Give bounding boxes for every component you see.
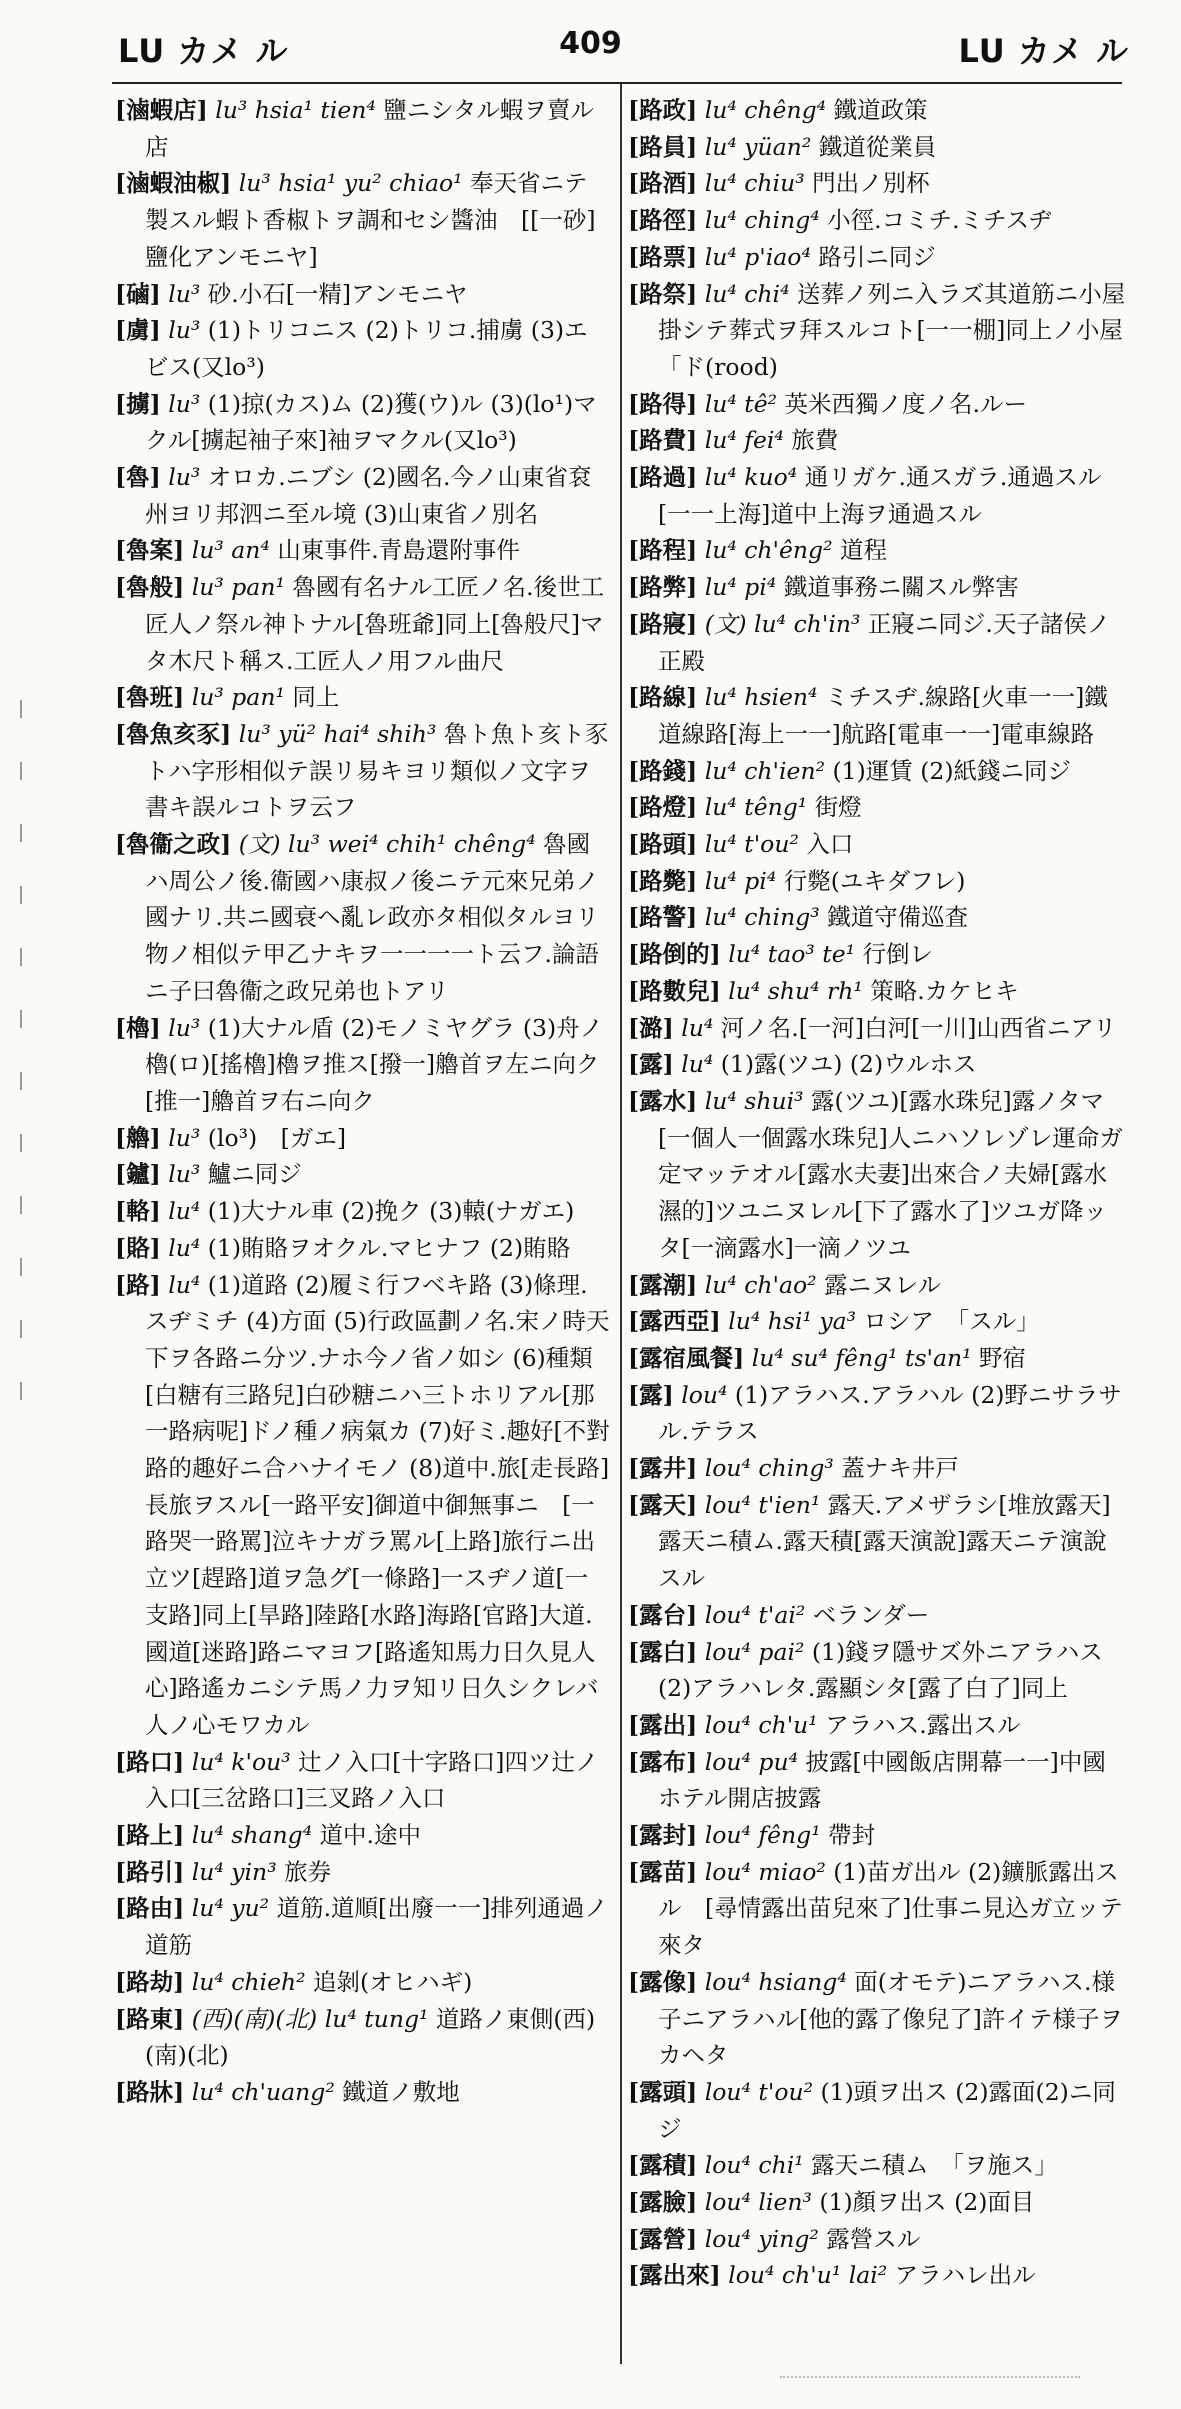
dictionary-entry [115,1744,610,1817]
dictionary-entry [115,2001,610,2074]
entry-definition: (1)顏ヲ出ス (2)面目 [819,2188,1035,2217]
entry-headword: [路政] [628,96,698,124]
entry-romanization: lu⁴ su⁴ fêng¹ ts'an¹ [744,1343,980,1372]
header-rule [112,82,1122,84]
entry-definition: アラハレ出ル [894,2261,1036,2290]
entry-romanization: lu⁴ [160,1197,208,1226]
entry-romanization: lou⁴ miao² [697,1857,834,1886]
dictionary-entry [628,459,1128,532]
entry-romanization: lou⁴ t'ou² [697,2077,821,2106]
entry-romanization: lu⁴ [673,1013,721,1042]
entry-romanization: lu⁴ [160,1233,208,1262]
dictionary-entry [115,679,610,716]
entry-definition: 露天ニ積ム 「ヲ施ス」 [811,2151,1058,2180]
entry-headword: [路牀] [115,2077,185,2106]
dictionary-entry [115,312,610,385]
entry-headword: [路寢] [628,609,698,638]
entry-definition: (1)頭ヲ出ス (2)露面(2)ニ同ジ [658,2077,1116,2143]
entry-definition: 鐵道政策 [833,96,928,124]
entry-definition: (1)道路 (2)履ミ行フベキ路 (3)條理.スヂミチ (4)方面 (5)行政區劃ノ名.宋ノ時天下ヲ各路ニ分ツ.ナホ今ノ省ノ如シ (6)種類[白糖有三路兒]白砂糖ニハ三トホリアル[那一路病呢]ドノ種ノ病氣カ (7)好ミ.趣好[不對路的趣好ニ合ハナイモノ (8)道中.旅[走長路]長旅ヲスル[一路平安]御道中御無事ニ [一路哭一路罵]泣キナガラ罵ル[上路]旅行ニ出立ツ[趕路]道ヲ急グ[一條路]一スヂノ道[一支路]同上[旱路]陸路[水路]海路[官路]大道.國道[迷路]路ニマヨフ[路遙知馬力日久見人心]路遙カニシテ馬ノ力ヲ知リ日久シクレバ人ノ心モワカル [145,1270,610,1739]
entry-definition: 露(ツユ)[露水珠兒]露ノタマ[一個人一個露水珠兒]人ニハソレゾレ運命ガ定マッテオル[露水夫妻]出來合ノ夫婦[露水濕的]ツユニヌレル[下了露水了]ツユガ降ッタ[一滴露水]一滴ノツユ [658,1086,1123,1262]
dictionary-entry [115,2074,610,2111]
entry-definition: 通リガケ.通スガラ.通過スル[一一上海]道中上海ヲ通過スル [658,463,1102,528]
entry-romanization: lu⁴ chi⁴ [697,279,797,308]
entry-headword: [虜] [115,316,161,345]
entry-definition: 門出ノ別杯 [812,169,930,198]
dictionary-entry [628,1267,1128,1304]
entry-definition: 正寢ニ同ジ.天子諸侯ノ正殿 [658,609,1111,675]
dictionary-entry [115,826,610,1010]
entry-romanization: lou⁴ lien³ [697,2188,820,2217]
entry-definition: ロシア 「スル」 [863,1307,1040,1336]
footer-smudge [780,2360,1080,2378]
dictionary-entry [628,2074,1128,2147]
entry-headword: [路倒的] [628,940,721,969]
entry-headword: [路線] [628,683,698,712]
dictionary-entry [628,2221,1128,2258]
dictionary-entry [628,1854,1128,1964]
entry-definition: 行倒レ [862,940,933,969]
entry-romanization: lu⁴ p'iao⁴ [697,242,819,271]
entry-romanization: lu⁴ ching⁴ [697,206,828,235]
entry-romanization: lu⁴ shui³ [697,1086,811,1115]
entry-romanization: lou⁴ fêng¹ [697,1821,829,1850]
entry-headword: [露封] [628,1821,698,1850]
entry-romanization: lu⁴ shu⁴ rh¹ [720,976,871,1005]
dictionary-entry [628,1487,1128,1597]
entry-definition: (lo³) [ガエ] [207,1123,347,1152]
entry-definition: 同上 [292,683,340,712]
entry-headword: [露西亞] [628,1307,721,1336]
entry-definition: 策略.カケヒキ [870,976,1019,1005]
dictionary-entry [115,1267,610,1744]
dictionary-entry [628,422,1128,459]
entry-headword: [鑪] [115,1160,161,1189]
entry-romanization: lu⁴ ch'ao² [697,1270,825,1299]
entry-headword: [露出] [628,1710,698,1739]
entry-romanization: (西)(南)(北) lu⁴ tung¹ [184,2004,436,2033]
entry-headword: [滷蝦店] [115,96,208,124]
entry-romanization: lu³ [160,463,208,492]
entry-romanization: lu⁴ [160,1270,208,1299]
entry-definition: 街燈 [814,793,862,822]
entry-headword: [魯] [115,463,161,492]
dictionary-entry [628,92,1128,129]
entry-headword: [路東] [115,2004,185,2033]
entry-romanization: (文) lu³ wei⁴ chih¹ chêng⁴ [231,830,544,859]
entry-romanization: lu⁴ kuo⁴ [697,463,805,492]
dictionary-entry [628,2184,1128,2221]
dictionary-entry [115,569,610,679]
entry-romanization: lu⁴ [673,1050,721,1079]
entry-definition: 魯ト魚ト亥ト豕トハ字形相似テ誤リ易キヨリ類似ノ文字ヲ書キ誤ルコトヲ云フ [145,719,609,822]
entry-definition: 道筋.道順[出廢一一]排列通過ノ道筋 [145,1894,608,1960]
entry-romanization: (文) lu⁴ ch'in³ [697,609,868,638]
entry-romanization: lu³ hsia¹ yu² chiao¹ [231,169,471,198]
entry-headword: [路] [115,1270,161,1299]
dictionary-entry [628,1744,1128,1817]
entry-definition: 辻ノ入口[十字路口]四ツ辻ノ入口[三岔路口]三叉路ノ入口 [145,1747,599,1813]
dictionary-entry [628,1450,1128,1487]
dictionary-entry [115,92,610,165]
entry-definition: (1)賄賂ヲオクル.マヒナフ (2)賄賂 [207,1233,571,1262]
entry-definition: 鱸ニ同ジ [207,1160,302,1189]
entry-headword: [露布] [628,1747,698,1776]
dictionary-entry [628,973,1128,1010]
dictionary-entry [628,129,1128,166]
entry-headword: [魯魚亥豕] [115,719,232,748]
entry-definition: 魯國ハ周公ノ後.衞國ハ康叔ノ後ニテ元來兄弟ノ國ナリ.共ニ國衰ヘ亂レ政亦タ相似タルヨリ物ノ相似テ甲乙ナキヲ一一一一ト云フ.論語ニ子曰魯衞之政兄弟也トアリ [145,830,599,1005]
entry-headword: [路程] [628,536,698,565]
entry-headword: [魯般] [115,573,185,602]
entry-romanization: lu⁴ t'ou² [697,830,807,859]
entry-headword: [艪] [115,1123,161,1152]
entry-headword: [露營] [628,2224,698,2253]
entry-romanization: lou⁴ ying² [697,2224,827,2253]
entry-romanization: lu⁴ ch'uang² [184,2077,343,2106]
entry-headword: [路口] [115,1747,185,1776]
dictionary-entry [115,1230,610,1267]
entry-definition: ミチスヂ.線路[火車一一]鐵道線路[海上一一]航路[電車一一]電車線路 [658,683,1108,748]
dictionary-entry [628,1010,1128,1047]
dictionary-entry [115,1964,610,2001]
entry-headword: [露] [628,1380,674,1409]
entry-definition: 魯國有名ナル工匠ノ名.後世工匠人ノ祭ル神トナル[魯班爺]同上[魯般尺]マタ木尺ト稱ス.工匠人ノ用フル曲尺 [145,573,605,675]
entry-headword: [露出來] [628,2261,721,2290]
entry-romanization: lou⁴ t'ien¹ [697,1490,828,1519]
entry-romanization: lu³ yü² hai⁴ shih³ [231,719,444,748]
entry-romanization: lu⁴ ching³ [697,903,828,932]
entry-romanization: lu⁴ chêng⁴ [697,96,834,124]
entry-headword: [路費] [628,426,698,455]
dictionary-entry [628,1046,1128,1083]
entry-romanization: lu⁴ yüan² [697,132,819,161]
page-number: 409 [559,26,622,61]
entry-romanization: lu⁴ shang⁴ [184,1821,320,1850]
dictionary-entry [628,936,1128,973]
entry-romanization: lu³ [160,1160,208,1189]
dictionary-entry [115,1817,610,1854]
dictionary-entry [628,1377,1128,1450]
entry-definition: 蓋ナキ井戸 [841,1454,959,1483]
entry-romanization: lu³ an⁴ [184,536,278,565]
entry-headword: [路弊] [628,573,698,602]
entry-definition: 帶封 [828,1821,876,1850]
entry-headword: [魯衞之政] [115,830,232,859]
dictionary-entry [628,2257,1128,2294]
running-head-right: LU カメ ル [958,32,1129,70]
entry-romanization: lu³ [160,1123,208,1152]
entry-headword: [露水] [628,1086,698,1115]
entry-definition: 道中.途中 [319,1821,422,1850]
dictionary-entry [115,1193,610,1230]
entry-romanization: lou⁴ pai² [697,1637,812,1666]
entry-headword: [路斃] [628,866,698,895]
entry-definition: (1)錢ヲ隱サズ外ニアラハス (2)アラハレタ.露顯シタ[露了白了]同上 [658,1637,1103,1703]
entry-headword: [路燈] [628,793,698,822]
entry-headword: [路警] [628,903,698,932]
entry-definition: 露天.アメザラシ[堆放露天]露天ニ積ム.露天積[露天演說]露天ニテ演說スル [658,1490,1111,1593]
entry-headword: [露臉] [628,2188,698,2217]
entry-romanization: lu⁴ fei⁴ [697,426,792,455]
entry-definition: 鐵道事務ニ關スル弊害 [783,573,1019,602]
entry-headword: [輅] [115,1197,161,1226]
entry-headword: [路酒] [628,169,698,198]
dictionary-entry [628,569,1128,606]
entry-definition: 旅券 [284,1857,332,1886]
entry-definition: 露營スル [826,2224,921,2253]
entry-headword: [潞] [628,1013,674,1042]
entry-headword: [露天] [628,1490,698,1519]
dictionary-entry [628,2147,1128,2184]
entry-definition: 旅費 [791,426,839,455]
page-header [0,20,1181,80]
dictionary-entry [628,899,1128,936]
entry-headword: [路得] [628,389,698,418]
entry-definition: 追剝(オヒハギ) [313,1967,473,1996]
dictionary-entry [628,826,1128,863]
entry-romanization: lu⁴ tê² [697,389,785,418]
entry-headword: [路過] [628,463,698,492]
entry-headword: [露宿風餐] [628,1343,745,1372]
dictionary-entry [628,1707,1128,1744]
entry-headword: [路上] [115,1821,185,1850]
dictionary-entry [628,1964,1128,2074]
entry-definition: 送葬ノ列ニ入ラズ其道筋ニ小屋掛シテ葬式ヲ拜スルコト[一一棚]同上ノ小屋 「ド(rood) [658,279,1147,381]
dictionary-entry [628,202,1128,239]
entry-definition: 河ノ名.[一河]白河[一川]山西省ニアリ [720,1013,1117,1042]
entry-definition: 鐵道從業員 [818,132,937,161]
entry-romanization: lou⁴ hsiang⁴ [697,1967,855,1996]
entry-definition: (1)掠(カス)ム (2)獲(ウ)ル (3)(lo¹)マクル[擄起袖子來]袖ヲマクル(又lo³) [145,389,597,455]
dictionary-entry [115,276,610,313]
dictionary-entry [115,716,610,826]
entry-definition: 面(オモテ)ニアラハス.様子ニアラハル[他的露了像兒了]許イテ様子ヲカヘタ [658,1967,1123,2070]
entry-headword: [路祭] [628,279,698,308]
entry-definition: 鐵道ノ敷地 [342,2077,460,2106]
entry-headword: [路錢] [628,756,698,785]
entry-definition: 路引ニ同ジ [818,242,936,271]
entry-headword: [露苗] [628,1857,698,1886]
entry-romanization: lu⁴ hsien⁴ [697,683,825,712]
entry-headword: [魯案] [115,536,185,565]
dictionary-entry [628,1303,1128,1340]
entry-romanization: lu³ pan¹ [184,573,293,602]
entry-definition: オロカ.ニブシ (2)國名.今ノ山東省袞州ヨリ邦泗ニ至ル境 (3)山東省ノ別名 [145,463,592,528]
dictionary-entry [628,1083,1128,1267]
entry-headword: [露白] [628,1637,698,1666]
entry-definition: 山東事件.青島還附事件 [277,536,520,565]
dictionary-entry [628,239,1128,276]
entry-definition: 露ニヌレル [824,1270,941,1299]
dictionary-entry [115,386,610,459]
dictionary-entry [628,386,1128,423]
entry-romanization: lu⁴ hsi¹ ya³ [720,1307,864,1336]
entry-definition: (1)露(ツユ) (2)ウルホス [720,1050,977,1079]
entry-headword: [露] [628,1050,674,1079]
entry-definition: 入口 [806,830,854,859]
dictionary-entry [115,1010,610,1120]
entry-headword: [路票] [628,242,698,271]
entry-headword: [賂] [115,1233,161,1262]
dictionary-entry [628,532,1128,569]
entry-definition: (1)トリコニス (2)トリコ.捕虜 (3)エビス(又lo³) [145,316,588,381]
entry-romanization: lu⁴ pi⁴ [697,866,784,895]
entry-definition: 道路ノ東側(西)(南)(北) [145,2004,596,2070]
entry-definition: 野宿 [979,1343,1027,1372]
entry-definition: ベランダー [812,1600,930,1629]
entry-definition: 行斃(ユキダフレ) [783,866,966,895]
entry-headword: [露台] [628,1600,698,1629]
dictionary-entry [628,863,1128,900]
running-head-left: LU カメ ル [118,32,289,70]
entry-definition: 鐵道守備巡査 [827,903,969,932]
entry-romanization: lu⁴ ch'ien² [697,756,833,785]
entry-headword: [路徑] [628,206,698,235]
entry-romanization: lu⁴ pi⁴ [697,573,784,602]
entry-headword: [路頭] [628,830,698,859]
entry-romanization: lou⁴ [673,1380,735,1409]
entry-romanization: lou⁴ ch'u¹ [697,1710,826,1739]
dictionary-entry [628,1340,1128,1377]
entry-headword: [路員] [628,132,698,161]
entry-headword: [魯班] [115,683,185,712]
entry-romanization: lou⁴ chi¹ [697,2151,812,2180]
entry-headword: [露積] [628,2151,698,2180]
entry-definition: 砂.小石[一精]アンモニヤ [207,279,468,308]
dictionary-entry [628,165,1128,202]
entry-definition: 奉天省ニテ製スル蝦ト香椒トヲ調和セシ醬油 [[一砂]鹽化アンモニヤ] [145,169,596,271]
entry-romanization: lu³ [160,316,208,345]
entry-definition: (1)アラハス.アラハル (2)野ニサラサル.テラス [658,1380,1122,1446]
entry-definition: (1)運賃 (2)紙錢ニ同ジ [832,756,1072,785]
dictionary-entry [115,165,610,275]
dictionary-entry [115,1120,610,1157]
entry-romanization: lu⁴ tao³ te¹ [720,940,863,969]
dictionary-entry [628,1817,1128,1854]
entry-romanization: lu⁴ ch'êng² [697,536,840,565]
dictionary-entry [115,1890,610,1963]
dictionary-entry [115,1156,610,1193]
entry-headword: [露像] [628,1967,698,1996]
dictionary-entry [115,459,610,532]
entry-headword: [露潮] [628,1270,698,1299]
entry-romanization: lu⁴ chiu³ [697,169,813,198]
entry-romanization: lu⁴ têng¹ [697,793,815,822]
dictionary-entry [115,532,610,569]
entry-headword: [櫓] [115,1013,161,1042]
entry-definition: 英米西獨ノ度ノ名.ルー [784,389,1027,418]
entry-headword: [路由] [115,1894,185,1923]
entry-headword: [路數兒] [628,976,721,1005]
entry-definition: 小徑.コミチ.ミチスヂ [827,206,1053,235]
entry-romanization: lu³ [160,1013,208,1042]
entry-definition: (1)苗ガ出ル (2)鑛脈露出スル [尋情露出苗兒來了]仕事ニ見込ガ立ッテ來タ [658,1857,1123,1960]
entry-romanization: lu⁴ k'ou³ [184,1747,299,1776]
right-column [628,92,1147,2294]
margin-marks [20,700,26,2200]
entry-romanization: lu³ pan¹ [184,683,293,712]
entry-headword: [露頭] [628,2077,698,2106]
entry-romanization: lu³ [160,389,208,418]
entry-romanization: lu³ hsia¹ tien⁴ [207,96,384,124]
entry-headword: [路引] [115,1857,185,1886]
dictionary-entry [628,1597,1128,1634]
column-divider [620,84,622,2364]
entry-romanization: lu⁴ yin³ [184,1857,285,1886]
entry-headword: [滷蝦油椒] [115,169,232,198]
dictionary-entry [628,1634,1128,1707]
entry-romanization: lou⁴ pu⁴ [697,1747,806,1776]
entry-headword: [擄] [115,389,161,418]
entry-romanization: lu⁴ chieh² [184,1967,314,1996]
entry-romanization: lou⁴ t'ai² [697,1600,813,1629]
dictionary-entry [628,679,1128,752]
entry-definition: 鹽ニシタル蝦ヲ賣ル店 [145,96,594,161]
entry-headword: [路劫] [115,1967,185,1996]
entry-definition: 披露[中國飯店開幕一一]中國ホテル開店披露 [658,1747,1106,1813]
entry-definition: (1)大ナル車 (2)挽ク (3)轅(ナガエ) [207,1197,575,1226]
left-column [115,92,610,2111]
dictionary-entry [628,753,1128,790]
entry-romanization: lou⁴ ching³ [697,1454,842,1483]
entry-headword: [露井] [628,1454,698,1483]
entry-definition: アラハス.露出スル [825,1710,1021,1739]
dictionary-entry [628,789,1128,826]
entry-definition: 道程 [840,536,887,565]
entry-romanization: lu⁴ yu² [184,1894,277,1923]
dictionary-entry [115,1854,610,1891]
dictionary-entry [628,606,1128,679]
dictionary-entry [628,276,1147,386]
entry-headword: [磠] [115,279,161,308]
entry-romanization: lou⁴ ch'u¹ lai² [720,2261,895,2290]
entry-romanization: lu³ [160,279,208,308]
entry-definition: (1)大ナル盾 (2)モノミヤグラ (3)舟ノ櫓(ロ)[搖櫓]櫓ヲ推ス[撥一]艪首ヲ左ニ向ク[推一]艪首ヲ右ニ向ク [145,1013,604,1115]
